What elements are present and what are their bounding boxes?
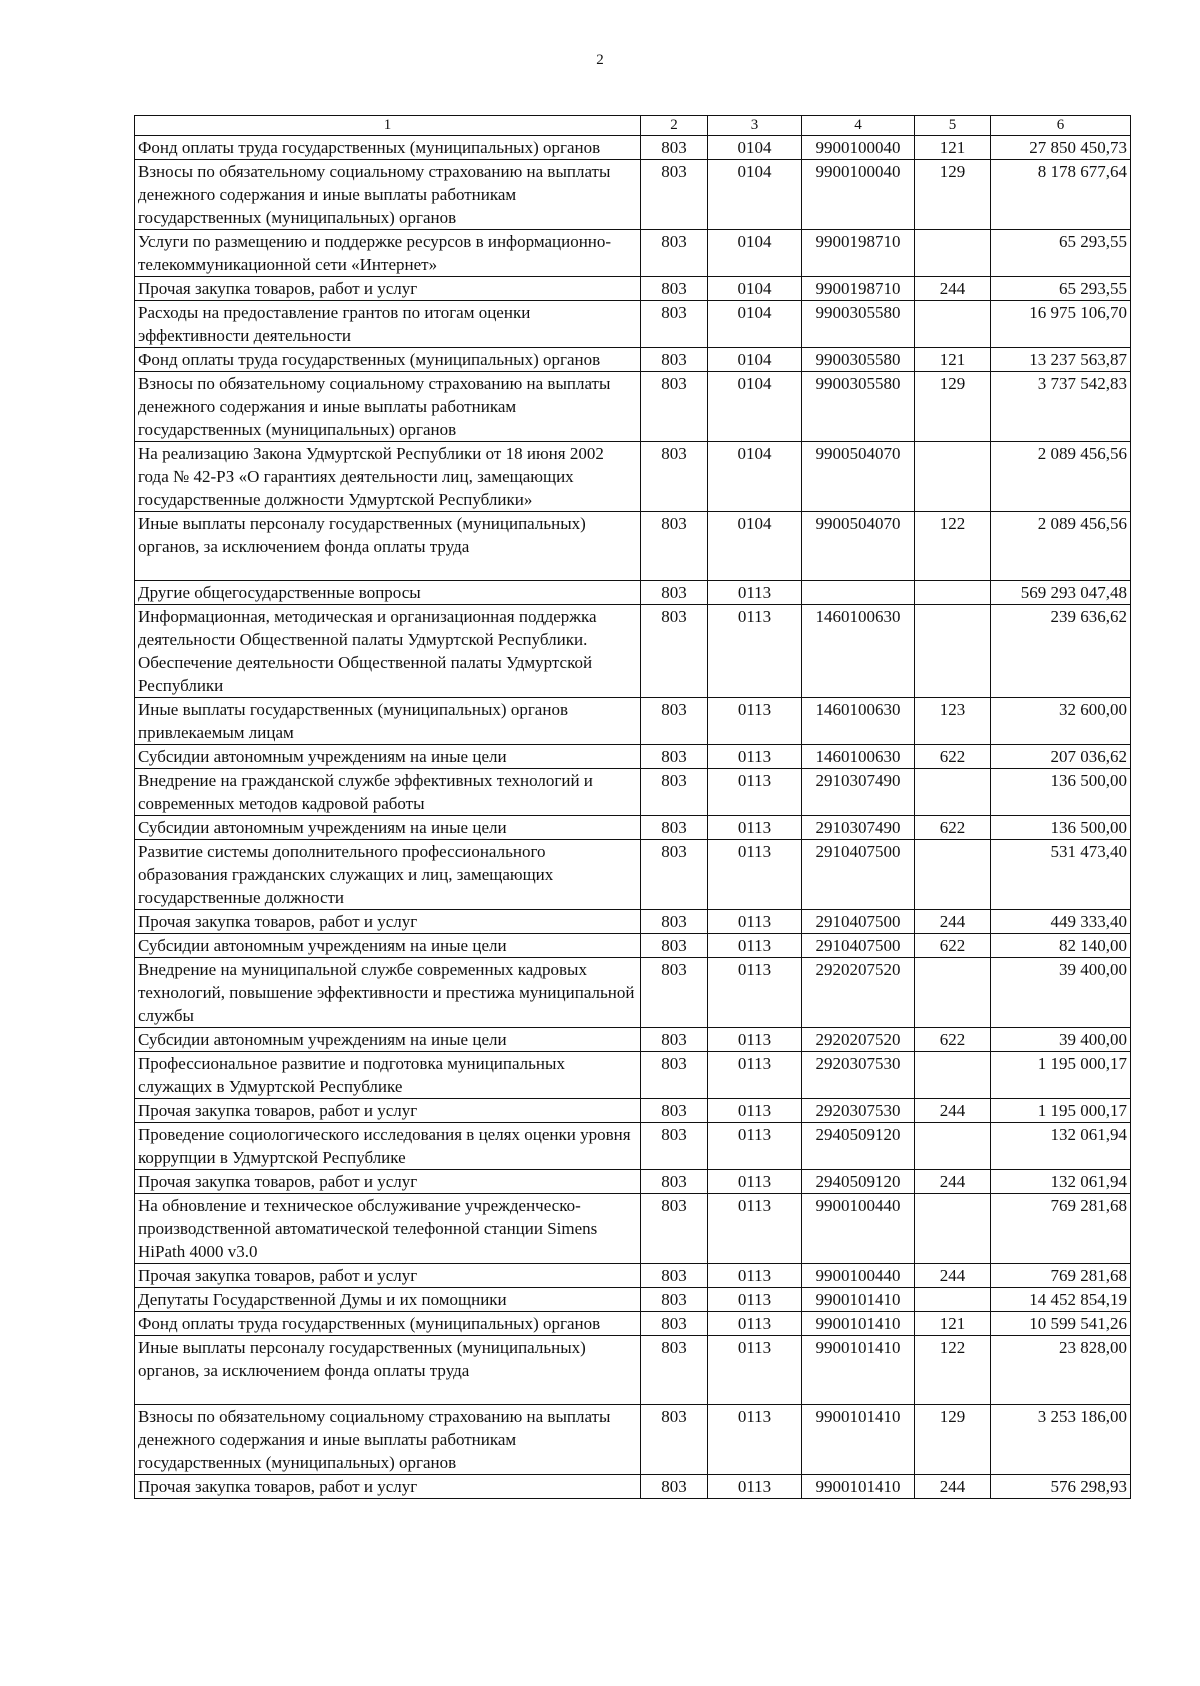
row-target-code: 9900100040 (802, 160, 915, 230)
table-row (135, 160, 1131, 230)
table-row (135, 277, 1131, 301)
row-target-code: 9900101410 (802, 1288, 915, 1312)
row-ministry-code: 803 (641, 1288, 708, 1312)
row-expense-type: 129 (915, 1405, 991, 1475)
row-description: Прочая закупка товаров, работ и услуг (135, 277, 641, 301)
row-section-code: 0113 (708, 1170, 802, 1194)
table-row (135, 301, 1131, 348)
row-section-code: 0113 (708, 1052, 802, 1099)
row-description: Проведение социологического исследования в целях оценки уровня коррупции в Удмуртской Республике (135, 1123, 641, 1170)
row-description: Субсидии автономным учреждениям на иные цели (135, 816, 641, 840)
table-row (135, 605, 1131, 698)
row-description: Прочая закупка товаров, работ и услуг (135, 910, 641, 934)
row-description: Фонд оплаты труда государственных (муниципальных) органов (135, 348, 641, 372)
row-target-code: 9900198710 (802, 230, 915, 277)
row-ministry-code: 803 (641, 840, 708, 910)
row-target-code: 2910407500 (802, 840, 915, 910)
row-description: Фонд оплаты труда государственных (муниципальных) органов (135, 136, 641, 160)
table-row (135, 1336, 1131, 1405)
row-target-code: 1460100630 (802, 605, 915, 698)
column-header: 3 (708, 116, 802, 136)
table-row (135, 442, 1131, 512)
row-ministry-code: 803 (641, 698, 708, 745)
row-section-code: 0113 (708, 1028, 802, 1052)
row-ministry-code: 803 (641, 816, 708, 840)
row-target-code: 2920207520 (802, 958, 915, 1028)
row-expense-type (915, 769, 991, 816)
row-expense-type (915, 840, 991, 910)
row-ministry-code: 803 (641, 605, 708, 698)
row-description: Прочая закупка товаров, работ и услуг (135, 1099, 641, 1123)
row-target-code: 2940509120 (802, 1170, 915, 1194)
row-amount: 136 500,00 (991, 769, 1131, 816)
row-ministry-code: 803 (641, 934, 708, 958)
row-expense-type (915, 581, 991, 605)
row-amount: 27 850 450,73 (991, 136, 1131, 160)
row-expense-type (915, 442, 991, 512)
table-row (135, 1288, 1131, 1312)
row-target-code: 1460100630 (802, 698, 915, 745)
table-row (135, 816, 1131, 840)
row-description: Информационная, методическая и организационная поддержка деятельности Общественной палаты Удмуртской Республики. Обеспечение деятельности Общественной палаты Удмуртской Республики (135, 605, 641, 698)
row-amount: 449 333,40 (991, 910, 1131, 934)
row-amount: 82 140,00 (991, 934, 1131, 958)
row-ministry-code: 803 (641, 230, 708, 277)
table-row (135, 1052, 1131, 1099)
row-description: Иные выплаты государственных (муниципальных) органов привлекаемым лицам (135, 698, 641, 745)
row-expense-type: 121 (915, 1312, 991, 1336)
column-header: 1 (135, 116, 641, 136)
row-amount: 576 298,93 (991, 1475, 1131, 1499)
row-section-code: 0113 (708, 769, 802, 816)
row-expense-type: 122 (915, 512, 991, 581)
column-header: 2 (641, 116, 708, 136)
row-expense-type (915, 301, 991, 348)
row-description: На реализацию Закона Удмуртской Республики от 18 июня 2002 года № 42-РЗ «О гарантиях деятельности лиц, замещающих государственные должности Удмуртской Республики» (135, 442, 641, 512)
row-amount: 3 737 542,83 (991, 372, 1131, 442)
row-expense-type: 622 (915, 816, 991, 840)
row-target-code: 9900305580 (802, 301, 915, 348)
row-section-code: 0113 (708, 840, 802, 910)
table-row (135, 1194, 1131, 1264)
row-expense-type (915, 1194, 991, 1264)
row-amount: 769 281,68 (991, 1264, 1131, 1288)
row-target-code: 2920207520 (802, 1028, 915, 1052)
row-amount: 207 036,62 (991, 745, 1131, 769)
table-row (135, 372, 1131, 442)
row-section-code: 0113 (708, 1099, 802, 1123)
row-section-code: 0104 (708, 277, 802, 301)
row-ministry-code: 803 (641, 1475, 708, 1499)
table-row (135, 1028, 1131, 1052)
row-expense-type: 121 (915, 348, 991, 372)
row-description: Внедрение на гражданской службе эффективных технологий и современных методов кадровой работы (135, 769, 641, 816)
row-expense-type: 244 (915, 1264, 991, 1288)
row-section-code: 0104 (708, 230, 802, 277)
row-ministry-code: 803 (641, 1170, 708, 1194)
table-row (135, 1123, 1131, 1170)
row-section-code: 0104 (708, 160, 802, 230)
table-row (135, 698, 1131, 745)
row-target-code: 9900101410 (802, 1405, 915, 1475)
row-expense-type (915, 605, 991, 698)
row-ministry-code: 803 (641, 1194, 708, 1264)
row-section-code: 0113 (708, 958, 802, 1028)
row-expense-type (915, 1288, 991, 1312)
row-ministry-code: 803 (641, 1028, 708, 1052)
table-row (135, 1405, 1131, 1475)
table-row (135, 840, 1131, 910)
row-expense-type (915, 1052, 991, 1099)
row-expense-type: 244 (915, 1099, 991, 1123)
row-target-code: 9900198710 (802, 277, 915, 301)
table-row (135, 348, 1131, 372)
row-target-code: 9900100040 (802, 136, 915, 160)
row-expense-type: 244 (915, 1170, 991, 1194)
table-header-row (135, 116, 1131, 136)
row-description: Другие общегосударственные вопросы (135, 581, 641, 605)
row-amount: 32 600,00 (991, 698, 1131, 745)
row-expense-type (915, 230, 991, 277)
row-expense-type: 244 (915, 910, 991, 934)
row-section-code: 0113 (708, 910, 802, 934)
row-target-code: 9900305580 (802, 372, 915, 442)
column-header: 4 (802, 116, 915, 136)
table-row (135, 1170, 1131, 1194)
row-amount: 8 178 677,64 (991, 160, 1131, 230)
row-target-code: 2920307530 (802, 1052, 915, 1099)
row-description: Субсидии автономным учреждениям на иные цели (135, 745, 641, 769)
row-ministry-code: 803 (641, 910, 708, 934)
row-amount: 1 195 000,17 (991, 1052, 1131, 1099)
row-section-code: 0113 (708, 745, 802, 769)
row-ministry-code: 803 (641, 1052, 708, 1099)
table-row (135, 1312, 1131, 1336)
row-description: Прочая закупка товаров, работ и услуг (135, 1475, 641, 1499)
row-description: Взносы по обязательному социальному страхованию на выплаты денежного содержания и иные выплаты работникам государственных (муниципальных) органов (135, 1405, 641, 1475)
column-header: 6 (991, 116, 1131, 136)
row-ministry-code: 803 (641, 160, 708, 230)
row-ministry-code: 803 (641, 1312, 708, 1336)
row-amount: 132 061,94 (991, 1170, 1131, 1194)
row-description: Депутаты Государственной Думы и их помощники (135, 1288, 641, 1312)
row-amount: 23 828,00 (991, 1336, 1131, 1405)
row-description: Внедрение на муниципальной службе современных кадровых технологий, повышение эффективности и престижа муниципальной службы (135, 958, 641, 1028)
row-section-code: 0104 (708, 442, 802, 512)
table-row (135, 910, 1131, 934)
row-target-code: 9900100440 (802, 1264, 915, 1288)
row-amount: 39 400,00 (991, 958, 1131, 1028)
row-description: Расходы на предоставление грантов по итогам оценки эффективности деятельности (135, 301, 641, 348)
row-target-code: 2910307490 (802, 769, 915, 816)
row-expense-type: 244 (915, 1475, 991, 1499)
row-amount: 10 599 541,26 (991, 1312, 1131, 1336)
row-target-code: 9900101410 (802, 1475, 915, 1499)
row-target-code: 2940509120 (802, 1123, 915, 1170)
row-expense-type: 622 (915, 1028, 991, 1052)
row-amount: 3 253 186,00 (991, 1405, 1131, 1475)
row-description: Иные выплаты персоналу государственных (муниципальных) органов, за исключением фонда оплаты труда (135, 1336, 641, 1405)
row-description: На обновление и техническое обслуживание учрежденческо-производственной автоматической телефонной станции Simens HiPath 4000 v3.0 (135, 1194, 641, 1264)
table-row (135, 958, 1131, 1028)
row-description: Взносы по обязательному социальному страхованию на выплаты денежного содержания и иные выплаты работникам государственных (муниципальных) органов (135, 160, 641, 230)
row-ministry-code: 803 (641, 372, 708, 442)
row-target-code: 9900504070 (802, 442, 915, 512)
row-amount: 14 452 854,19 (991, 1288, 1131, 1312)
row-expense-type (915, 1123, 991, 1170)
row-expense-type: 622 (915, 745, 991, 769)
row-expense-type: 244 (915, 277, 991, 301)
row-target-code: 2910407500 (802, 934, 915, 958)
row-expense-type (915, 958, 991, 1028)
row-section-code: 0113 (708, 581, 802, 605)
row-section-code: 0113 (708, 1336, 802, 1405)
column-header: 5 (915, 116, 991, 136)
table-body (135, 116, 1131, 1499)
row-target-code (802, 581, 915, 605)
row-section-code: 0104 (708, 301, 802, 348)
row-description: Прочая закупка товаров, работ и услуг (135, 1264, 641, 1288)
row-section-code: 0104 (708, 512, 802, 581)
row-target-code: 9900504070 (802, 512, 915, 581)
row-description: Взносы по обязательному социальному страхованию на выплаты денежного содержания и иные выплаты работникам государственных (муниципальных) органов (135, 372, 641, 442)
row-amount: 1 195 000,17 (991, 1099, 1131, 1123)
row-target-code: 9900100440 (802, 1194, 915, 1264)
table-row (135, 769, 1131, 816)
row-section-code: 0104 (708, 372, 802, 442)
table-row (135, 1099, 1131, 1123)
row-amount: 2 089 456,56 (991, 512, 1131, 581)
row-target-code: 1460100630 (802, 745, 915, 769)
row-ministry-code: 803 (641, 745, 708, 769)
row-expense-type: 121 (915, 136, 991, 160)
row-section-code: 0113 (708, 1312, 802, 1336)
row-amount: 39 400,00 (991, 1028, 1131, 1052)
row-section-code: 0104 (708, 136, 802, 160)
row-section-code: 0113 (708, 1123, 802, 1170)
row-amount: 569 293 047,48 (991, 581, 1131, 605)
row-amount: 13 237 563,87 (991, 348, 1131, 372)
row-amount: 65 293,55 (991, 230, 1131, 277)
table-row (135, 1264, 1131, 1288)
row-amount: 531 473,40 (991, 840, 1131, 910)
row-section-code: 0113 (708, 1405, 802, 1475)
row-description: Субсидии автономным учреждениям на иные цели (135, 1028, 641, 1052)
row-section-code: 0113 (708, 1475, 802, 1499)
row-target-code: 2910407500 (802, 910, 915, 934)
row-ministry-code: 803 (641, 958, 708, 1028)
row-expense-type: 129 (915, 372, 991, 442)
table-row (135, 934, 1131, 958)
row-ministry-code: 803 (641, 1405, 708, 1475)
table-row (135, 512, 1131, 581)
row-ministry-code: 803 (641, 1336, 708, 1405)
table-row (135, 1475, 1131, 1499)
row-section-code: 0113 (708, 1264, 802, 1288)
row-section-code: 0104 (708, 348, 802, 372)
row-expense-type: 123 (915, 698, 991, 745)
row-ministry-code: 803 (641, 1123, 708, 1170)
row-expense-type: 122 (915, 1336, 991, 1405)
table-row (135, 581, 1131, 605)
table-row (135, 230, 1131, 277)
row-amount: 239 636,62 (991, 605, 1131, 698)
row-ministry-code: 803 (641, 1264, 708, 1288)
row-section-code: 0113 (708, 934, 802, 958)
row-section-code: 0113 (708, 1194, 802, 1264)
row-section-code: 0113 (708, 698, 802, 745)
row-ministry-code: 803 (641, 512, 708, 581)
row-expense-type: 129 (915, 160, 991, 230)
row-amount: 769 281,68 (991, 1194, 1131, 1264)
table-row (135, 745, 1131, 769)
row-target-code: 2920307530 (802, 1099, 915, 1123)
row-ministry-code: 803 (641, 277, 708, 301)
row-amount: 65 293,55 (991, 277, 1131, 301)
row-target-code: 2910307490 (802, 816, 915, 840)
row-section-code: 0113 (708, 605, 802, 698)
row-ministry-code: 803 (641, 769, 708, 816)
row-description: Развитие системы дополнительного профессионального образования гражданских служащих и лиц, замещающих государственные должности (135, 840, 641, 910)
row-description: Услуги по размещению и поддержке ресурсов в информационно-телекоммуникационной сети «Интернет» (135, 230, 641, 277)
row-target-code: 9900101410 (802, 1312, 915, 1336)
row-ministry-code: 803 (641, 1099, 708, 1123)
row-ministry-code: 803 (641, 136, 708, 160)
row-ministry-code: 803 (641, 442, 708, 512)
budget-table (134, 115, 1131, 1499)
row-description: Прочая закупка товаров, работ и услуг (135, 1170, 641, 1194)
row-expense-type: 622 (915, 934, 991, 958)
row-description: Фонд оплаты труда государственных (муниципальных) органов (135, 1312, 641, 1336)
row-section-code: 0113 (708, 1288, 802, 1312)
page-number: 2 (596, 52, 604, 68)
row-amount: 2 089 456,56 (991, 442, 1131, 512)
row-target-code: 9900101410 (802, 1336, 915, 1405)
row-ministry-code: 803 (641, 581, 708, 605)
row-amount: 136 500,00 (991, 816, 1131, 840)
row-description: Профессиональное развитие и подготовка муниципальных служащих в Удмуртской Республике (135, 1052, 641, 1099)
row-ministry-code: 803 (641, 348, 708, 372)
row-target-code: 9900305580 (802, 348, 915, 372)
row-ministry-code: 803 (641, 301, 708, 348)
row-amount: 132 061,94 (991, 1123, 1131, 1170)
row-section-code: 0113 (708, 816, 802, 840)
row-description: Субсидии автономным учреждениям на иные цели (135, 934, 641, 958)
row-amount: 16 975 106,70 (991, 301, 1131, 348)
table-row (135, 136, 1131, 160)
row-description: Иные выплаты персоналу государственных (муниципальных) органов, за исключением фонда оплаты труда (135, 512, 641, 581)
